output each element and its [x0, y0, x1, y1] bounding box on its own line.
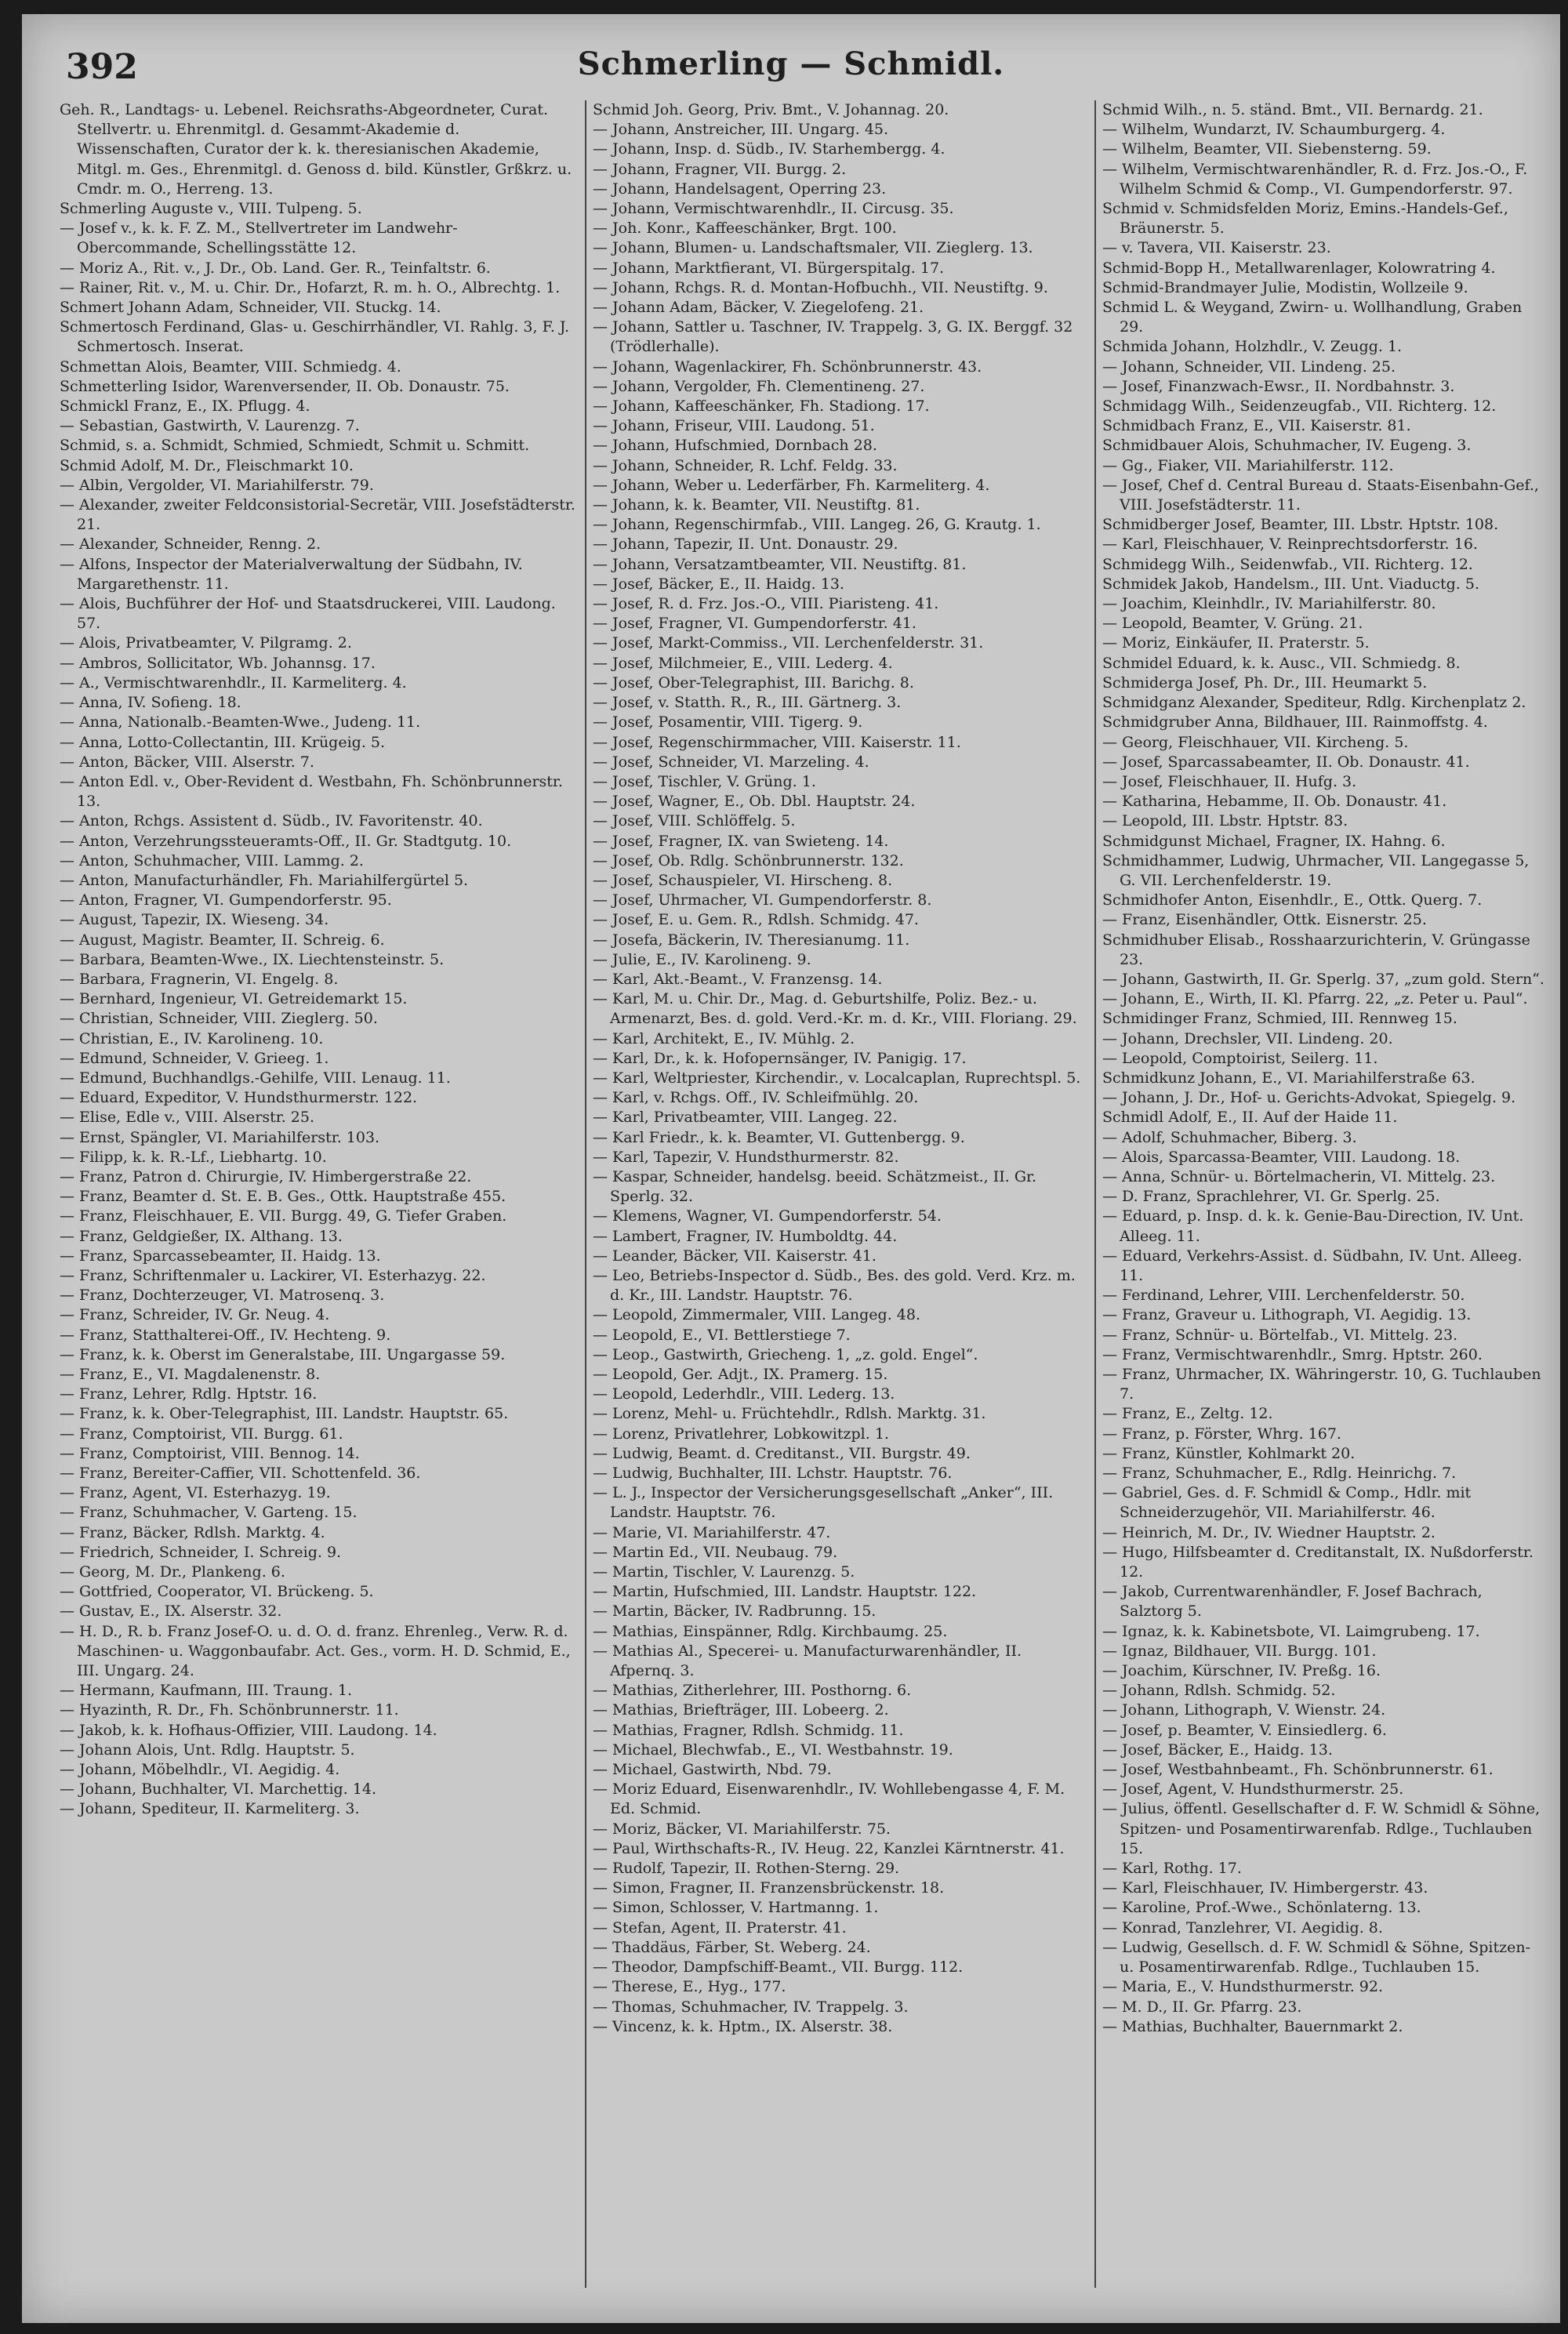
directory-entry: Schmert Johann Adam, Schneider, VII. Stuckg. 14. — [60, 299, 441, 317]
directory-entry: — Bernhard, Ingenieur, VI. Getreidemarkt 15. — [60, 990, 408, 1008]
directory-entry: — Johann, Vergolder, Fh. Clementineng. 27. — [593, 377, 925, 395]
directory-entry: — Christian, E., IV. Karolineng. 10. — [60, 1029, 324, 1047]
directory-entry: — Georg, M. Dr., Plankeng. 6. — [60, 1563, 285, 1581]
directory-entry: Schmidagg Wilh., Seidenzeugfab., VII. Richterg. 12. — [1102, 397, 1497, 416]
directory-entry: — Karl, v. Rchgs. Off., IV. Schleifmühlg. 20. — [593, 1089, 919, 1107]
directory-entry: — Karl, Fleischhauer, V. Reinprechtsdorferstr. 16. — [1102, 535, 1478, 554]
directory-entry: — Franz, Patron d. Chirurgie, IV. Himbergerstraße 22. — [60, 1167, 472, 1185]
directory-entry: — Karl, Fleischhauer, IV. Himbergerstr. 43. — [1102, 1879, 1428, 1897]
directory-entry: — Karl, M. u. Chir. Dr., Mag. d. Geburtshilfe, Poliz. Bez.- u. Armenarzt, Bes. d. gold. Verd.-Kr. m. d. Kr., VIII. Floriang. 29. — [593, 990, 1077, 1028]
directory-entry: — Anton, Fragner, VI. Gumpendorferstr. 95. — [60, 891, 392, 909]
directory-entry: — Hyazinth, R. Dr., Fh. Schönbrunnerstr. 11. — [60, 1701, 399, 1719]
directory-entry: Schmidegg Wilh., Seidenwfab., VII. Richterg. 12. — [1102, 555, 1473, 573]
directory-entry: — Franz, Bäcker, Rdlsh. Marktg. 4. — [60, 1523, 325, 1541]
directory-entry: — Johann, Hufschmied, Dornbach 28. — [593, 437, 877, 455]
directory-entry: — Alfons, Inspector der Materialverwaltung der Südbahn, IV. Margarethenstr. 11. — [60, 555, 523, 593]
directory-entry: Schmerling Auguste v., VIII. Tulpeng. 5. — [60, 200, 362, 218]
directory-entry: — Martin, Tischler, V. Laurenzg. 5. — [593, 1563, 855, 1581]
directory-entry: — Karl, Tapezir, V. Hundsthurmerstr. 82. — [593, 1148, 899, 1166]
directory-entry: — Josef, Posamentir, VIII. Tigerg. 9. — [593, 713, 863, 731]
column-rule — [585, 100, 586, 2288]
directory-entry: Schmidbauer Alois, Schuhmacher, IV. Eugeng. 3. — [1102, 437, 1472, 455]
directory-entry: — Josef, Ober-Telegraphist, III. Barichg. 8. — [593, 673, 914, 691]
directory-entry: — Johann, Versatzamtbeamter, VII. Neustiftg. 81. — [593, 555, 967, 573]
directory-entry: — Mathias, Zitherlehrer, III. Posthorng. 6. — [593, 1682, 912, 1700]
directory-entry: — Franz, Schriftenmaler u. Lackirer, VI. Esterhazyg. 22. — [60, 1266, 486, 1284]
directory-entry: Schmidhuber Elisab., Rosshaarzurichterin, V. Grüngasse 23. — [1102, 931, 1530, 968]
directory-entry: — Franz, k. k. Ober-Telegraphist, III. Landstr. Hauptstr. 65. — [60, 1405, 509, 1423]
directory-entry: — Edmund, Buchhandlgs.-Gehilfe, VIII. Lenaug. 11. — [60, 1069, 451, 1087]
directory-entry: Schmickl Franz, E., IX. Pflugg. 4. — [60, 397, 310, 416]
directory-entry: Schmidl Adolf, E., II. Auf der Haide 11. — [1102, 1109, 1398, 1127]
directory-entry: — Josef, Ob. Rdlg. Schönbrunnerstr. 132. — [593, 851, 904, 869]
directory-entry: — Anton, Manufacturhändler, Fh. Mariahilfergürtel 5. — [60, 871, 469, 889]
directory-entry: Schmidek Jakob, Handelsm., III. Unt. Viaductg. 5. — [1102, 575, 1479, 593]
directory-entry: — Martin, Bäcker, IV. Radbrunng. 15. — [593, 1603, 877, 1621]
directory-entry: — Anton, Bäcker, VIII. Alserstr. 7. — [60, 753, 314, 771]
directory-entry: — Josef, Fragner, IX. van Swieteng. 14. — [593, 832, 889, 850]
directory-entry: Schmida Johann, Holzhdlr., V. Zeugg. 1. — [1102, 338, 1403, 356]
directory-entry: — Franz, Dochterzeuger, VI. Matrosenq. 3. — [60, 1287, 385, 1305]
directory-entry: — Johann, E., Wirth, II. Kl. Pfarrg. 22, „z. Peter u. Paul“. — [1102, 990, 1528, 1008]
column-2 — [593, 100, 1087, 2296]
directory-entry: — Moriz, Einkäufer, II. Praterstr. 5. — [1102, 634, 1370, 652]
directory-entry: — Leopold, Zimmermaler, VIII. Langeg. 48. — [593, 1306, 920, 1324]
directory-entry: — Leander, Bäcker, VII. Kaiserstr. 41. — [593, 1247, 877, 1265]
directory-entry: — Therese, E., Hyg., 177. — [593, 1978, 786, 1996]
directory-entry: — Adolf, Schuhmacher, Biberg. 3. — [1102, 1128, 1357, 1146]
directory-entry: — Johann, Spediteur, II. Karmeliterg. 3. — [60, 1800, 360, 1818]
directory-entry: — Moriz Eduard, Eisenwarenhdlr., IV. Wohllebengasse 4, F. M. Ed. Schmid. — [593, 1780, 1065, 1818]
directory-entry: Schmidganz Alexander, Spediteur, Rdlg. Kirchenplatz 2. — [1102, 694, 1526, 712]
directory-entry: — Franz, Uhrmacher, IX. Währingerstr. 10, G. Tuchlauben 7. — [1102, 1366, 1541, 1403]
directory-entry: — Leop., Gastwirth, Griecheng. 1, „z. gold. Engel“. — [593, 1345, 978, 1363]
directory-entry: — Albin, Vergolder, VI. Mariahilferstr. 79. — [60, 476, 374, 494]
column-1 — [60, 100, 577, 2296]
directory-entry: — Johann, Wagenlackirer, Fh. Schönbrunnerstr. 43. — [593, 358, 982, 376]
directory-entry: — Franz, E., Zeltg. 12. — [1102, 1405, 1273, 1423]
directory-entry: — Kaspar, Schneider, handelsg. beeid. Schätzmeist., II. Gr. Sperlg. 32. — [593, 1167, 1037, 1206]
directory-entry: — Franz, Sparcassebeamter, II. Haidg. 13. — [60, 1247, 381, 1265]
directory-entry: — Franz, k. k. Oberst im Generalstabe, III. Ungargasse 59. — [60, 1345, 506, 1363]
directory-entry: — Alois, Sparcassa-Beamter, VIII. Laudong. 18. — [1102, 1148, 1461, 1166]
directory-entry: — Julius, öffentl. Gesellschafter d. F. W. Schmidl & Söhne, Spitzen- und Posamentirwarenfab. Rdlge., Tuchlauben 15. — [1102, 1800, 1541, 1857]
directory-entry: — Karl, Privatbeamter, VIII. Langeg. 22. — [593, 1109, 898, 1127]
directory-entry: — Vincenz, k. k. Hptm., IX. Alserstr. 38. — [593, 2017, 893, 2035]
directory-entry: Schmidkunz Johann, E., VI. Mariahilferstraße 63. — [1102, 1069, 1475, 1087]
directory-entry: — Elise, Edle v., VIII. Alserstr. 25. — [60, 1109, 314, 1127]
directory-entry: — Anna, Lotto-Collectantin, III. Krügeig. 5. — [60, 733, 386, 751]
directory-entry: — Johann, Handelsagent, Operring 23. — [593, 180, 887, 198]
directory-entry: — Rudolf, Tapezir, II. Rothen-Sterng. 29. — [593, 1860, 900, 1878]
directory-entry: — Johann, Weber u. Lederfärber, Fh. Karmeliterg. 4. — [593, 476, 990, 494]
directory-entry: — Georg, Fleischhauer, VII. Kircheng. 5. — [1102, 733, 1409, 751]
directory-entry: — Franz, Schreider, IV. Gr. Neug. 4. — [60, 1306, 330, 1324]
directory-entry: — Josef, Schneider, VI. Marzeling. 4. — [593, 753, 869, 771]
directory-entry: — Gottfried, Cooperator, VI. Brückeng. 5. — [60, 1583, 374, 1601]
directory-entry: — Alexander, zweiter Feldconsistorial-Secretär, VIII. Josefstädterstr. 21. — [60, 496, 575, 534]
directory-entry: — Johann, Insp. d. Südb., IV. Starhembergg. 4. — [593, 140, 946, 158]
directory-entry: — Christian, Schneider, VIII. Zieglerg. 50. — [60, 1010, 378, 1028]
directory-entry: Schmidgunst Michael, Fragner, IX. Hahng. 6. — [1102, 832, 1446, 850]
directory-entry: — Karl, Rothg. 17. — [1102, 1860, 1242, 1878]
directory-entry: — Johann, Kaffeeschänker, Fh. Stadiong. 17. — [593, 397, 930, 416]
directory-entry: — Ludwig, Beamt. d. Creditanst., VII. Burgstr. 49. — [593, 1444, 971, 1462]
directory-entry: — Jakob, k. k. Hofhaus-Offizier, VIII. Laudong. 14. — [60, 1721, 437, 1739]
directory-entry: — Johann, Sattler u. Taschner, IV. Trappelg. 3, G. IX. Berggf. 32 (Trödlerhalle). — [593, 318, 1073, 356]
directory-entry: — Leopold, Lederhdlr., VIII. Lederg. 13. — [593, 1385, 895, 1403]
directory-entry: Schmid-Bopp H., Metallwarenlager, Kolowratring 4. — [1102, 259, 1496, 277]
directory-entry: Schmid-Brandmayer Julie, Modistin, Wollzeile 9. — [1102, 278, 1468, 296]
directory-entry: — Franz, E., VI. Magdalenenstr. 8. — [60, 1366, 321, 1383]
directory-entry: — Stefan, Agent, II. Praterstr. 41. — [593, 1918, 847, 1937]
directory-entry: — Josef, E. u. Gem. R., Rdlsh. Schmidg. 47. — [593, 911, 919, 929]
directory-entry: Schmid v. Schmidsfelden Moriz, Emins.-Handels-Gef., Bräunerstr. 5. — [1102, 200, 1508, 238]
directory-entry: — Franz, Schuhmacher, V. Garteng. 15. — [60, 1504, 358, 1522]
directory-entry: — Josef, Schauspieler, VI. Hirscheng. 8. — [593, 871, 893, 889]
directory-entry: — Karl, Architekt, E., IV. Mühlg. 2. — [593, 1029, 855, 1047]
directory-entry: — Johann, Möbelhdlr., VI. Aegidig. 4. — [60, 1761, 340, 1779]
directory-entry: — v. Tavera, VII. Kaiserstr. 23. — [1102, 239, 1331, 257]
directory-entry: Schmid Joh. Georg, Priv. Bmt., V. Johannag. 20. — [593, 101, 949, 118]
directory-entry: — Alexander, Schneider, Renng. 2. — [60, 535, 321, 554]
directory-entry: Schmid Wilh., n. 5. ständ. Bmt., VII. Bernardg. 21. — [1102, 101, 1483, 118]
directory-entry: — Ludwig, Gesellsch. d. F. W. Schmidl & Söhne, Spitzen- u. Posamentirwarenfab. Rdlge., Tuchlauben 15. — [1102, 1938, 1531, 1976]
directory-entry: — Johann, Marktfierant, VI. Bürgerspitalg. 17. — [593, 259, 945, 277]
directory-entry: — Mathias, Buchhalter, Bauernmarkt 2. — [1102, 2017, 1403, 2035]
directory-entry: — Franz, Graveur u. Lithograph, VI. Aegidig. 13. — [1102, 1306, 1472, 1324]
directory-entry: — Alois, Privatbeamter, V. Pilgramg. 2. — [60, 634, 352, 652]
directory-entry: — August, Tapezir, IX. Wieseng. 34. — [60, 911, 329, 929]
directory-entry: — Josef, VIII. Schlöffelg. 5. — [593, 812, 796, 830]
directory-entry: — Leo, Betriebs-Inspector d. Südb., Bes. des gold. Verd. Krz. m. d. Kr., III. Landstr. Hauptstr. 76. — [593, 1266, 1076, 1305]
directory-entry: — Franz, Bereiter-Caffier, VII. Schottenfeld. 36. — [60, 1465, 421, 1483]
column-rule — [1094, 100, 1096, 2288]
directory-entry: — Ignaz, Bildhauer, VII. Burgg. 101. — [1102, 1642, 1377, 1660]
page-number: 392 — [66, 47, 138, 87]
directory-entry: — Josef, Bäcker, E., II. Haidg. 13. — [593, 575, 844, 593]
directory-entry: — Franz, Statthalterei-Off., IV. Hechteng. 9. — [60, 1326, 391, 1344]
directory-entry: Schmidel Eduard, k. k. Ausc., VII. Schmiedg. 8. — [1102, 654, 1461, 672]
directory-entry: — Ludwig, Buchhalter, III. Lchstr. Hauptstr. 76. — [593, 1465, 953, 1483]
directory-entry: Schmidinger Franz, Schmied, III. Rennweg 15. — [1102, 1010, 1457, 1028]
directory-entry: — Karl, Weltpriester, Kirchendir., v. Localcaplan, Ruprechtspl. 5. — [593, 1069, 1081, 1087]
directory-entry: Schmidgruber Anna, Bildhauer, III. Rainmoffstg. 4. — [1102, 713, 1488, 731]
directory-entry: — Franz, Schuhmacher, E., Rdlg. Heinrichg. 7. — [1102, 1465, 1457, 1483]
directory-entry: — Johann, Drechsler, VII. Lindeng. 20. — [1102, 1029, 1393, 1047]
directory-entry: — Julie, E., IV. Karolineng. 9. — [593, 950, 811, 968]
directory-entry: — Katharina, Hebamme, II. Ob. Donaustr. 41. — [1102, 793, 1447, 811]
directory-entry: — Franz, Fleischhauer, E. VII. Burgg. 49, G. Tiefer Graben. — [60, 1207, 507, 1225]
directory-entry: — Franz, Lehrer, Rdlg. Hptstr. 16. — [60, 1385, 318, 1403]
directory-entry: — Josef, Regenschirmmacher, VIII. Kaiserstr. 11. — [593, 733, 961, 751]
directory-entry: — Lorenz, Privatlehrer, Lobkowitzpl. 1. — [593, 1425, 889, 1443]
directory-entry: — Lambert, Fragner, IV. Humboldtg. 44. — [593, 1227, 898, 1245]
directory-entry: — Karl Friedr., k. k. Beamter, VI. Guttenbergg. 9. — [593, 1128, 965, 1146]
directory-entry: — Johann, Blumen- u. Landschaftsmaler, VII. Zieglerg. 13. — [593, 239, 1033, 257]
directory-entry: Schmertosch Ferdinand, Glas- u. Geschirrhändler, VI. Rahlg. 3, F. J. Schmertosch. Inserat. — [60, 318, 570, 356]
directory-entry: — Anton, Rchgs. Assistent d. Südb., IV. Favoritenstr. 40. — [60, 812, 483, 830]
directory-entry: — Franz, Comptoirist, VIII. Bennog. 14. — [60, 1444, 360, 1462]
directory-entry: Schmidbach Franz, E., VII. Kaiserstr. 81. — [1102, 417, 1411, 435]
directory-entry: — Franz, Beamter d. St. E. B. Ges., Ottk. Hauptstraße 455. — [60, 1188, 506, 1206]
directory-entry: — Leopold, Beamter, V. Grüng. 21. — [1102, 615, 1363, 633]
directory-entry: — Eduard, Verkehrs-Assist. d. Südbahn, IV. Unt. Alleeg. 11. — [1102, 1247, 1523, 1284]
directory-entry: — Martin, Hufschmied, III. Landstr. Hauptstr. 122. — [593, 1583, 977, 1601]
directory-entry: — Klemens, Wagner, VI. Gumpendorferstr. 54. — [593, 1207, 942, 1225]
directory-entry: — Alois, Buchführer der Hof- und Staatsdruckerei, VIII. Laudong. 57. — [60, 595, 556, 633]
directory-entry: — Josef, Wagner, E., Ob. Dbl. Hauptstr. 24. — [593, 793, 916, 811]
directory-entry: — Mathias Al., Specerei- u. Manufacturwarenhändler, II. Afpernq. 3. — [593, 1642, 1022, 1680]
directory-entry: — Konrad, Tanzlehrer, VI. Aegidig. 8. — [1102, 1918, 1383, 1937]
directory-entry: — Leopold, III. Lbstr. Hptstr. 83. — [1102, 812, 1348, 830]
directory-entry: — Karl, Akt.-Beamt., V. Franzensg. 14. — [593, 970, 883, 988]
directory-entry: — Josef, R. d. Frz. Jos.-O., VIII. Piaristeng. 41. — [593, 595, 939, 613]
directory-entry: — Josef, Agent, V. Hundsthurmerstr. 25. — [1102, 1780, 1404, 1799]
directory-entry: — Theodor, Dampfschiff-Beamt., VII. Burgg. 112. — [593, 1958, 964, 1976]
directory-entry: Schmidberger Josef, Beamter, III. Lbstr. Hptstr. 108. — [1102, 516, 1499, 534]
directory-entry: — Johann, Lithograph, V. Wienstr. 24. — [1102, 1701, 1386, 1719]
directory-entry: — Ernst, Spängler, VI. Mariahilferstr. 103. — [60, 1128, 380, 1146]
directory-entry: — Thaddäus, Färber, St. Weberg. 24. — [593, 1938, 871, 1956]
directory-entry: Schmid L. & Weygand, Zwirn- u. Wollhandlung, Graben 29. — [1102, 299, 1523, 336]
directory-entry: — Franz, Agent, VI. Esterhazyg. 19. — [60, 1484, 331, 1502]
directory-entry: Schmidhammer, Ludwig, Uhrmacher, VII. Langegasse 5, G. VII. Lerchenfelderstr. 19. — [1102, 851, 1530, 889]
directory-entry: — Franz, p. Förster, Whrg. 167. — [1102, 1425, 1341, 1443]
directory-entry: — Gustav, E., IX. Alserstr. 32. — [60, 1603, 282, 1621]
directory-entry: — Mathias, Fragner, Rdlsh. Schmidg. 11. — [593, 1721, 904, 1739]
directory-entry: — Josef, v. Statth. R., R., III. Gärtnerg. 3. — [593, 694, 902, 712]
directory-entry: — Wilhelm, Wundarzt, IV. Schaumburgerg. 4. — [1102, 121, 1446, 139]
directory-entry: — Josef, Westbahnbeamt., Fh. Schönbrunnerstr. 61. — [1102, 1761, 1494, 1779]
directory-entry: — Josef, Uhrmacher, VI. Gumpendorferstr. 8. — [593, 891, 932, 909]
directory-entry: Schmetterling Isidor, Warenversender, II. Ob. Donaustr. 75. — [60, 377, 510, 395]
directory-entry: — Barbara, Fragnerin, VI. Engelg. 8. — [60, 970, 339, 988]
directory-entry: — Jakob, Currentwarenhändler, F. Josef Bachrach, Salztorg 5. — [1102, 1583, 1483, 1621]
directory-entry: — Rainer, Rit. v., M. u. Chir. Dr., Hofarzt, R. m. h. O., Albrechtg. 1. — [60, 278, 561, 296]
directory-entry: — Michael, Gastwirth, Nbd. 79. — [593, 1761, 832, 1779]
directory-entry: — Johann, Gastwirth, II. Gr. Sperlg. 37, „zum gold. Stern“. — [1102, 970, 1544, 988]
directory-entry: — Franz, Eisenhändler, Ottk. Eisnerstr. 25. — [1102, 911, 1427, 929]
directory-entry: — Johann, Schneider, R. Lchf. Feldg. 33. — [593, 456, 898, 474]
directory-entry: — Franz, Geldgießer, IX. Althang. 13. — [60, 1227, 343, 1245]
directory-entry: — Anton, Schuhmacher, VIII. Lammg. 2. — [60, 851, 364, 869]
directory-entry: — Johann, J. Dr., Hof- u. Gerichts-Advokat, Spiegelg. 9. — [1102, 1089, 1516, 1107]
directory-entry: Schmidhofer Anton, Eisenhdlr., E., Ottk. Querg. 7. — [1102, 891, 1483, 909]
directory-entry: — Lorenz, Mehl- u. Früchtehdlr., Rdlsh. Marktg. 31. — [593, 1405, 986, 1423]
directory-entry: — Joachim, Kürschner, IV. Preßg. 16. — [1102, 1662, 1381, 1680]
directory-entry: — Friedrich, Schneider, I. Schreig. 9. — [60, 1543, 342, 1561]
directory-entry: — Josef, Bäcker, E., Haidg. 13. — [1102, 1741, 1333, 1759]
directory-entry: — Johann, Fragner, VII. Burgg. 2. — [593, 160, 847, 178]
directory-entry: — Johann, Rdlsh. Schmidg. 52. — [1102, 1682, 1336, 1700]
directory-entry: — Leopold, E., VI. Bettlerstiege 7. — [593, 1326, 851, 1344]
directory-entry: Schmettan Alois, Beamter, VIII. Schmiedg. 4. — [60, 358, 401, 376]
directory-entry: — Leopold, Ger. Adjt., IX. Pramerg. 15. — [593, 1366, 888, 1383]
directory-entry: — Johann Alois, Unt. Rdlg. Hauptstr. 5. — [60, 1741, 355, 1759]
directory-entry: — Josef v., k. k. F. Z. M., Stellvertreter im Landwehr-Obercommande, Schellingsstätte 12. — [60, 220, 458, 257]
directory-entry: — Moriz, Bäcker, VI. Mariahilferstr. 75. — [593, 1820, 891, 1838]
directory-entry: — Franz, Vermischtwarenhdlr., Smrg. Hptstr. 260. — [1102, 1345, 1483, 1363]
directory-entry: — Wilhelm, Vermischtwarenhändler, R. d. Frz. Jos.-O., F. Wilhelm Schmid & Comp., VI. Gumpendorferstr. 97. — [1102, 160, 1528, 198]
directory-entry: — Anna, IV. Sofieng. 18. — [60, 694, 241, 712]
directory-entry: — Johann, Regenschirmfab., VIII. Langeg. 26, G. Krautg. 1. — [593, 516, 1041, 534]
directory-entry: — Johann, Rchgs. R. d. Montan-Hofbuchh., VII. Neustiftg. 9. — [593, 278, 1048, 296]
directory-entry: — L. J., Inspector der Versicherungsgesellschaft „Anker“, III. Landstr. Hauptstr. 76. — [593, 1484, 1054, 1522]
directory-entry: Schmid Adolf, M. Dr., Fleischmarkt 10. — [60, 456, 354, 474]
directory-entry: — Anton Edl. v., Ober-Revident d. Westbahn, Fh. Schönbrunnerstr. 13. — [60, 772, 563, 811]
directory-entry: — Barbara, Beamten-Wwe., IX. Liechtensteinstr. 5. — [60, 950, 445, 968]
directory-entry: Schmiderga Josef, Ph. Dr., III. Heumarkt 5. — [1102, 673, 1428, 691]
directory-entry: — Michael, Blechwfab., E., VI. Westbahnstr. 19. — [593, 1741, 953, 1759]
directory-entry: — Maria, E., V. Hundsthurmerstr. 92. — [1102, 1978, 1384, 1996]
directory-entry: — Johann, Buchhalter, VI. Marchettig. 14. — [60, 1780, 376, 1799]
directory-entry: — Anna, Nationalb.-Beamten-Wwe., Judeng. 11. — [60, 713, 421, 731]
directory-entry: — Gabriel, Ges. d. F. Schmidl & Comp., Hdlr. mit Schneiderzugehör, VII. Mariahilferstr. 46. — [1102, 1484, 1472, 1522]
directory-entry: — A., Vermischtwarenhdlr., II. Karmeliterg. 4. — [60, 673, 407, 691]
directory-entry: — Leopold, Comptoirist, Seilerg. 11. — [1102, 1049, 1378, 1067]
directory-entry: — Thomas, Schuhmacher, IV. Trappelg. 3. — [593, 1998, 909, 2016]
directory-entry: — Simon, Schlosser, V. Hartmanng. 1. — [593, 1899, 879, 1917]
directory-entry: — H. D., R. b. Franz Josef-O. u. d. O. d. franz. Ehrenleg., Verw. R. d. Maschinen- u. Waggonbaufabr. Act. Ges., vorm. H. D. Schmid, E., III. Ungarg. 24. — [60, 1622, 571, 1680]
directory-entry: — Josef, Sparcassabeamter, II. Ob. Donaustr. 41. — [1102, 753, 1470, 771]
directory-entry: — Anton, Verzehrungssteueramts-Off., II. Gr. Stadtgutg. 10. — [60, 832, 512, 850]
directory-entry: — Joh. Konr., Kaffeeschänker, Brgt. 100. — [593, 220, 897, 238]
directory-entry: — Edmund, Schneider, V. Grieeg. 1. — [60, 1049, 329, 1067]
directory-entry: — Eduard, p. Insp. d. k. k. Genie-Bau-Direction, IV. Unt. Alleeg. 11. — [1102, 1207, 1524, 1245]
directory-entry: Schmid, s. a. Schmidt, Schmied, Schmiedt, Schmit u. Schmitt. — [60, 437, 530, 455]
directory-entry: — Johann, Vermischtwarenhdlr., II. Circusg. 35. — [593, 200, 954, 218]
directory-page — [22, 14, 1560, 2323]
directory-entry: — Joachim, Kleinhdlr., IV. Mariahilferstr. 80. — [1102, 595, 1436, 613]
directory-entry: — Moriz A., Rit. v., J. Dr., Ob. Land. Ger. R., Teinfaltstr. 6. — [60, 259, 491, 277]
directory-entry: — Gg., Fiaker, VII. Mariahilferstr. 112. — [1102, 456, 1394, 474]
directory-entry: — Josef, Tischler, V. Grüng. 1. — [593, 772, 816, 790]
column-3 — [1102, 100, 1549, 2296]
directory-entry: — Josef, Chef d. Central Bureau d. Staats-Eisenbahn-Gef., VIII. Josefstädterstr. 11. — [1102, 476, 1539, 514]
directory-entry: — D. Franz, Sprachlehrer, VI. Gr. Sperlg. 25. — [1102, 1188, 1440, 1206]
directory-entry: — Mathias, Einspänner, Rdlg. Kirchbaumg. 25. — [593, 1622, 948, 1640]
directory-entry: — Hermann, Kaufmann, III. Traung. 1. — [60, 1682, 353, 1700]
directory-entry: — Simon, Fragner, II. Franzensbrückenstr. 18. — [593, 1879, 945, 1897]
directory-entry: — Paul, Wirthschafts-R., IV. Heug. 22, Kanzlei Kärntnerstr. 41. — [593, 1839, 1065, 1857]
directory-entry: — Johann Adam, Bäcker, V. Ziegelofeng. 21. — [593, 299, 924, 317]
directory-entry: — Josef, Milchmeier, E., VIII. Lederg. 4. — [593, 654, 893, 672]
directory-entry: — Karoline, Prof.-Wwe., Schönlaterng. 13. — [1102, 1899, 1421, 1917]
directory-entry: — Franz, Comptoirist, VII. Burgg. 61. — [60, 1425, 343, 1443]
directory-entry: — Josef, p. Beamter, V. Einsiedlerg. 6. — [1102, 1721, 1387, 1739]
directory-entry: — Sebastian, Gastwirth, V. Laurenzg. 7. — [60, 417, 360, 435]
directory-entry: — August, Magistr. Beamter, II. Schreig. 6. — [60, 931, 385, 949]
directory-entry: — Hugo, Hilfsbeamter d. Creditanstalt, IX. Nußdorferstr. 12. — [1102, 1543, 1534, 1581]
directory-entry: — Johann, Schneider, VII. Lindeng. 25. — [1102, 358, 1396, 376]
running-head: Schmerling — Schmidl. — [577, 45, 1005, 82]
directory-entry: — Ignaz, k. k. Kabinetsbote, VI. Laimgrubeng. 17. — [1102, 1622, 1480, 1640]
directory-entry: — Wilhelm, Beamter, VII. Siebensterng. 59. — [1102, 140, 1432, 158]
directory-entry: — Johann, Friseur, VIII. Laudong. 51. — [593, 417, 875, 435]
directory-entry: — M. D., II. Gr. Pfarrg. 23. — [1102, 1998, 1302, 2016]
directory-entry: — Johann, Anstreicher, III. Ungarg. 45. — [593, 121, 889, 139]
directory-entry: — Ambros, Sollicitator, Wb. Johannsg. 17. — [60, 654, 376, 672]
directory-entry: — Eduard, Expeditor, V. Hundsthurmerstr. 122. — [60, 1089, 418, 1107]
directory-entry: — Josef, Finanzwach-Ewsr., II. Nordbahnstr. 3. — [1102, 377, 1455, 395]
directory-entry: — Franz, Schnür- u. Börtelfab., VI. Mittelg. 23. — [1102, 1326, 1458, 1344]
directory-entry: — Karl, Dr., k. k. Hofopernsänger, IV. Panigig. 17. — [593, 1049, 967, 1067]
directory-entry: — Mathias, Briefträger, III. Lobeerg. 2. — [593, 1701, 889, 1719]
directory-entry: — Johann, k. k. Beamter, VII. Neustiftg. 81. — [593, 496, 920, 514]
directory-entry: — Marie, VI. Mariahilferstr. 47. — [593, 1523, 831, 1541]
directory-entry: — Franz, Künstler, Kohlmarkt 20. — [1102, 1444, 1356, 1462]
directory-entry: — Johann, Tapezir, II. Unt. Donaustr. 29. — [593, 535, 898, 554]
directory-entry: — Filipp, k. k. R.-Lf., Liebhartg. 10. — [60, 1148, 327, 1166]
directory-entry: — Josef, Fleischhauer, II. Hufg. 3. — [1102, 772, 1357, 790]
directory-entry: — Heinrich, M. Dr., IV. Wiedner Hauptstr. 2. — [1102, 1523, 1436, 1541]
directory-entry: — Martin Ed., VII. Neubaug. 79. — [593, 1543, 838, 1561]
directory-entry: — Ferdinand, Lehrer, VIII. Lerchenfelderstr. 50. — [1102, 1287, 1465, 1305]
directory-entry: — Josef, Fragner, VI. Gumpendorferstr. 41. — [593, 615, 916, 633]
directory-entry: Geh. R., Landtags- u. Lebenel. Reichsraths-Abgeordneter, Curat. Stellvertr. u. Ehrenmitgl. d. Gesammt-Akademie d. Wissenschaften, Curator der k. k. theresianischen Akademie, Mitgl. m. Ges., Ehrenmitgl. d. Genoss d. bild. Künstler, Grßkrz. u. Cmdr. m. O., Herreng. 13. — [60, 101, 572, 198]
directory-entry: — Josefa, Bäckerin, IV. Theresianumg. 11. — [593, 931, 910, 949]
directory-entry: — Anna, Schnür- u. Börtelmacherin, VI. Mittelg. 23. — [1102, 1167, 1496, 1185]
directory-entry: — Josef, Markt-Commiss., VII. Lerchenfelderstr. 31. — [593, 634, 984, 652]
